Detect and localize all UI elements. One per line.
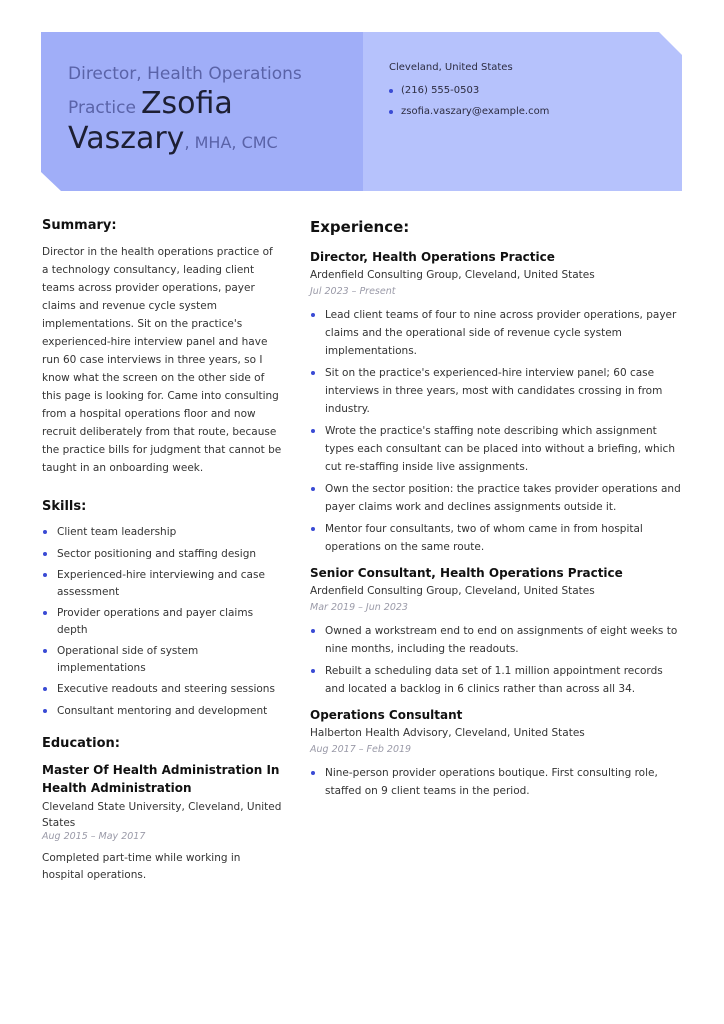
skill-item: Sector positioning and staffing design xyxy=(42,546,282,563)
name-block xyxy=(68,66,348,156)
job-company: Halberton Health Advisory, Cleveland, United States xyxy=(310,727,585,739)
job-bullet: Rebuilt a scheduling data set of 1.1 million appointment records and located a backlog in 6 clinics rather than across all 34. xyxy=(310,662,685,698)
skill-item: Provider operations and payer claims depth xyxy=(42,605,282,638)
skill-item: Consultant mentoring and development xyxy=(42,703,282,720)
experience-heading: Experience: xyxy=(310,218,410,236)
job-dates: Mar 2019 – Jun 2023 xyxy=(310,602,408,613)
degree: Master Of Health Administration In Health Administration xyxy=(42,763,280,795)
education-note: Completed part-time while working in hospital operations. xyxy=(42,852,241,881)
job-bullets xyxy=(310,306,685,556)
job-bullet: Owned a workstream end to end on assignments of eight weeks to nine months, including the readouts. xyxy=(310,622,685,658)
job-dates: Jul 2023 – Present xyxy=(310,286,396,297)
job-bullets xyxy=(310,622,685,698)
job-bullet: Own the sector position: the practice takes provider operations and payer claims work and declines assignments outside it. xyxy=(310,480,685,516)
school: Cleveland State University, Cleveland, United States xyxy=(42,801,282,829)
email-link[interactable]: zsofia.vaszary@example.com xyxy=(389,106,669,117)
job-bullet: Nine-person provider operations boutique. First consulting role, staffed on 9 client teams in the period. xyxy=(310,764,685,800)
job-title: Director, Health Operations Practice xyxy=(310,250,555,264)
education-heading: Education: xyxy=(42,736,120,751)
first-name: Zsofia xyxy=(141,86,233,121)
right-column xyxy=(310,218,685,804)
job-title-line2: Practice xyxy=(68,98,136,118)
last-name: Vaszary xyxy=(68,120,185,156)
job-bullet: Lead client teams of four to nine across provider operations, payer claims and the operational side of revenue cycle system implementations. xyxy=(310,306,685,360)
job-company: Ardenfield Consulting Group, Cleveland, United States xyxy=(310,269,595,281)
skill-item: Client team leadership xyxy=(42,524,282,541)
skills-list xyxy=(42,524,282,719)
education-dates: Aug 2015 – May 2017 xyxy=(42,831,146,842)
skills-heading: Skills: xyxy=(42,499,87,514)
job-title: Operations Consultant xyxy=(310,708,463,722)
job-bullet: Mentor four consultants, two of whom came in from hospital operations on the same route. xyxy=(310,520,685,556)
summary-text: Director in the health operations practice of a technology consultancy, leading client teams across provider operations, payer claims and revenue cycle system implementations. Sit on the practice's experienced-hire interview panel and have run 60 case interviews in three years, so I know what the screen on the other side of this page is looking for. Came into consulting from a hospital operations floor and now recruit deliberately from that route, because the practice bills for judgment that cannot be taught in an onboarding week. xyxy=(42,246,282,474)
job-bullet: Wrote the practice's staffing note describing which assignment types each consultant can be placed into without a briefing, which cut re-staffing inside live assignments. xyxy=(310,422,685,476)
credentials: , MHA, CMC xyxy=(184,132,278,152)
job-title: Senior Consultant, Health Operations Practice xyxy=(310,566,623,580)
job-bullet: Sit on the practice's experienced-hire interview panel; 60 case interviews in three years, most with candidates crossing in from industry. xyxy=(310,364,685,418)
location: Cleveland, United States xyxy=(389,62,513,73)
job-company: Ardenfield Consulting Group, Cleveland, United States xyxy=(310,585,595,597)
summary-heading: Summary: xyxy=(42,218,117,233)
job-bullets xyxy=(310,764,685,800)
skill-item: Operational side of system implementations xyxy=(42,643,282,676)
job-dates: Aug 2017 – Feb 2019 xyxy=(310,744,412,755)
job-entry xyxy=(310,564,685,698)
job-entry xyxy=(310,706,685,800)
phone: (216) 555-0503 xyxy=(389,85,669,96)
skill-item: Experienced-hire interviewing and case assessment xyxy=(42,567,282,600)
job-entry xyxy=(310,248,685,556)
job-title-line1: Director, Health Operations xyxy=(68,64,302,84)
left-column xyxy=(42,218,282,884)
skill-item: Executive readouts and steering sessions xyxy=(42,681,282,698)
contact-info xyxy=(389,62,669,127)
